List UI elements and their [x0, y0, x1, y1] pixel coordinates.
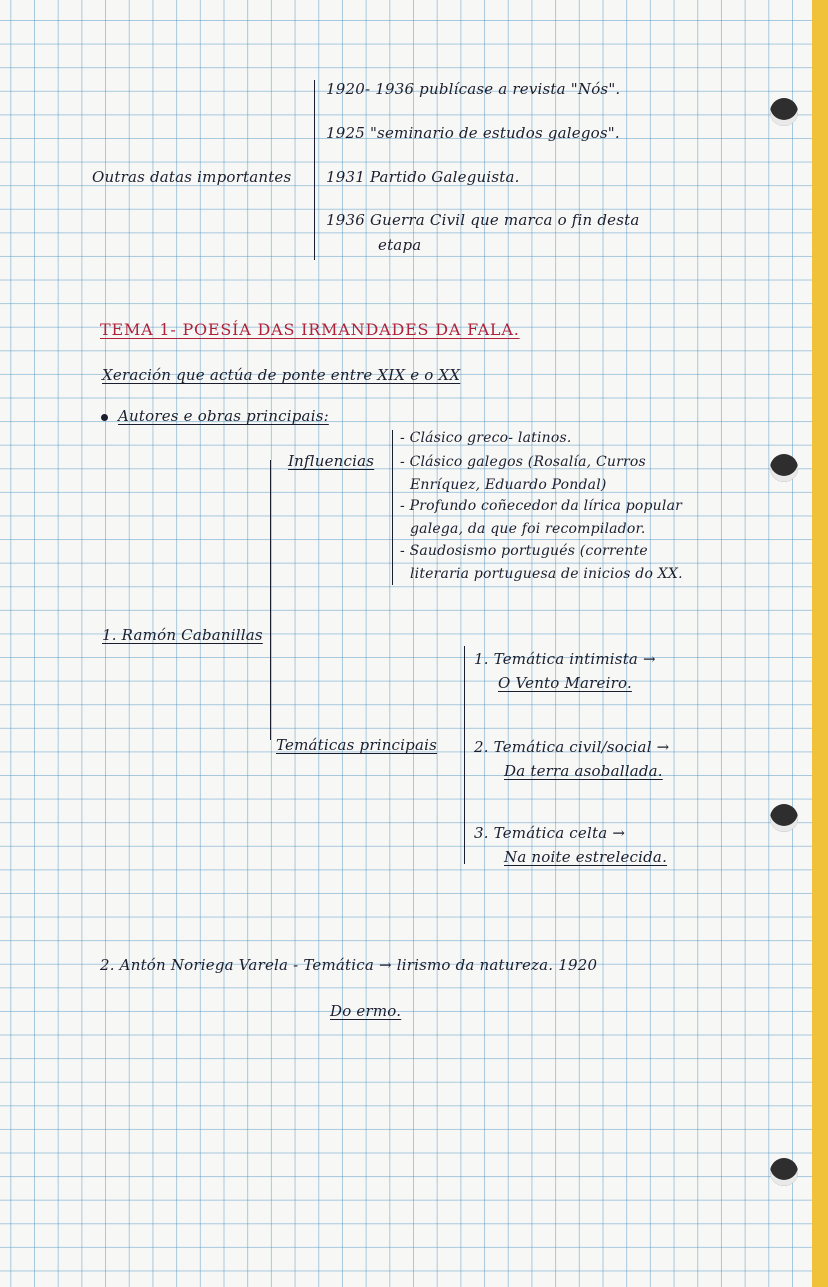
tematica-work: O Vento Mareiro.: [498, 674, 632, 692]
authors-heading: Autores e obras principais:: [118, 407, 329, 425]
date-item: 1925 "seminario de estudos galegos".: [326, 124, 620, 142]
tematica-item: 2. Temática civil/social →: [474, 738, 670, 756]
tematica-item: 1. Temática intimista →: [474, 650, 656, 668]
bullet-icon: [101, 414, 108, 421]
influencias-brace: [392, 430, 393, 585]
date-item: 1936 Guerra Civil que marca o fin desta: [326, 211, 640, 229]
binder-hole: [770, 804, 798, 832]
influencia-item: galega, da que foi recompilador.: [410, 521, 646, 537]
influencia-item: - Saudosismo portugués (corrente: [400, 543, 648, 559]
noriega-work: Do ermo.: [330, 1002, 402, 1020]
dates-brace: [314, 80, 315, 260]
binder-hole: [770, 98, 798, 126]
date-item: 1931 Partido Galeguista.: [326, 168, 520, 186]
influencia-item: Enríquez, Eduardo Pondal): [410, 477, 607, 493]
dates-label: Outras datas importantes: [92, 168, 292, 186]
influencia-item: - Clásico greco- latinos.: [400, 430, 572, 446]
cabanillas-brace: [270, 460, 271, 740]
tema-title: TEMA 1- POESÍA DAS IRMANDADES DA FALA.: [100, 320, 520, 339]
tematica-item: 3. Temática celta →: [474, 824, 626, 842]
date-item: 1920- 1936 publícase a revista "Nós".: [326, 80, 621, 98]
tematica-work: Na noite estrelecida.: [504, 848, 668, 866]
influencias-label: Influencias: [288, 452, 375, 470]
influencia-item: literaria portuguesa de inicios do XX.: [410, 566, 683, 582]
author-cabanillas: 1. Ramón Cabanillas: [102, 626, 263, 644]
date-item: etapa: [378, 236, 422, 254]
page-edge: [812, 0, 828, 1287]
tematicas-label: Temáticas principais: [276, 736, 437, 754]
tematicas-brace: [464, 646, 465, 864]
binder-hole: [770, 454, 798, 482]
influencia-item: - Profundo coñecedor da lírica popular: [400, 498, 683, 514]
tematica-work: Da terra asoballada.: [504, 762, 663, 780]
tema-subtitle: Xeración que actúa de ponte entre XIX e o XX: [102, 366, 461, 384]
binder-hole: [770, 1158, 798, 1186]
author-noriega: 2. Antón Noriega Varela - Temática → lirismo da natureza. 1920: [100, 956, 598, 974]
influencia-item: - Clásico galegos (Rosalía, Curros: [400, 454, 646, 470]
